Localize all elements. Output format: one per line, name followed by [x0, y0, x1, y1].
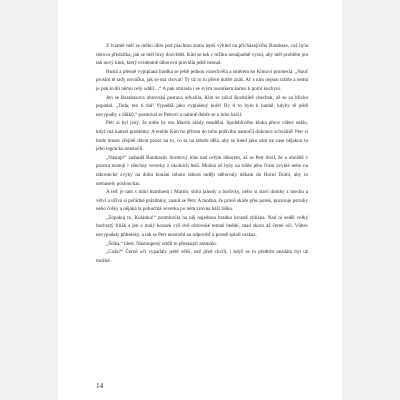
paragraph: Z lvíamě měl ze mého úhlu pod plachtou stanu lepší výhled na přicházejícího Barabase, což byla obrova předzítka, jak se měl brzy dozvědět. Kim se tak v mžiku nenápadně vyzul, aby měl problém jen tak nový kluk, který evidentně táborová pravidla ještě neznal. [96, 43, 308, 67]
paragraph: Petr si byl jistý, že tohle by mu Martin nikdy neudělal. Spolehlivého kluka přece vůbec nešlo, když má kamoš problémy. A tenhle Kim ho přitom do toho prášviho namočil dokonce schválně! Petr si bude muset zřejmě dávat pozor na to, co tu na táboře dělá, aby se hned jako sám ne zase nějakou tu jeho legrácku nenkočil. [96, 120, 308, 153]
paragraph: „Šiška,“ hlesl. Nastoupený oddíl to přeskupil zasmálo. [106, 240, 218, 247]
page-body [96, 42, 308, 265]
paragraph: Hustá a přesně vypiplaná bradka se ještě jednou rozechvěla a směrem ke Kimovi promesla: „Nauč prosím tě tady nováčka, jak se má chovat! Ty už to tu přece dobře znáš. Ať s ním nejsou trable a nemá je pak kvůli němu celý oddíl…“ A pak zmizela i se svým nosníkem kamsi k polní kuchyni. [96, 68, 308, 92]
paragraph: „Zopakuj to, Kolánku!“ promluvila na něj najednou bradka hrozně zblízka. Nad ní seděl velký bachratý frňák a jen o malý kousek výš dvě obrovské temné hnědé, snad skoro až černé oči. Vůbec nevypadaly přátelsky, a tak se Petr nezmohl na odpověď a prostě splnil rozkaz. [96, 214, 308, 239]
paragraph: „Cože?“ Černé oči vypadaly ještě větší, než před chvílí, i když se to předtím nezdálo být už možné. [96, 249, 308, 264]
book-page [58, 0, 342, 400]
page-number: 14 [96, 382, 104, 390]
paragraph: Jen se Barabasova obrovská postava odvalila, Kim se začal škodolibě chechtat, až se za břicho popadal. „Teda, ten ti dal! Vypadáš jako vyplašený kuře! By ti to bylo k hanbě, kdyby tě ještě nevypadly z důlků,“ posmíval se Petrovi a námně dobře se u toho bavil. [96, 94, 308, 118]
paragraph: „Nástup!“ zaduněl Barabasův hromový hlas nad celým táborem, až se Petr divil, že u ohniště v pozoru nestojí i všechny veverky z okolních lesů. Možná už byly na tohle jeho řvaní zvyklé nebo na tábornické zvyky na dobu konání tohoto tábora raději stěhovaly někam do Horní Dolní, aby to nemusely poslouchat. [96, 154, 308, 187]
paragraph: A teď je tam s ními martinem i Martin, sbírá jahody a borůvky, nebo si staví domky z mechu a větví a užívá si pořádné prázdniny, zasnil se Petr. A možná, že právě skáče přes potok, pozoruje pstruhy nebo čolky a nějaká ta pobuchlá veverka po něm zrovna háží šišku. [96, 189, 308, 213]
